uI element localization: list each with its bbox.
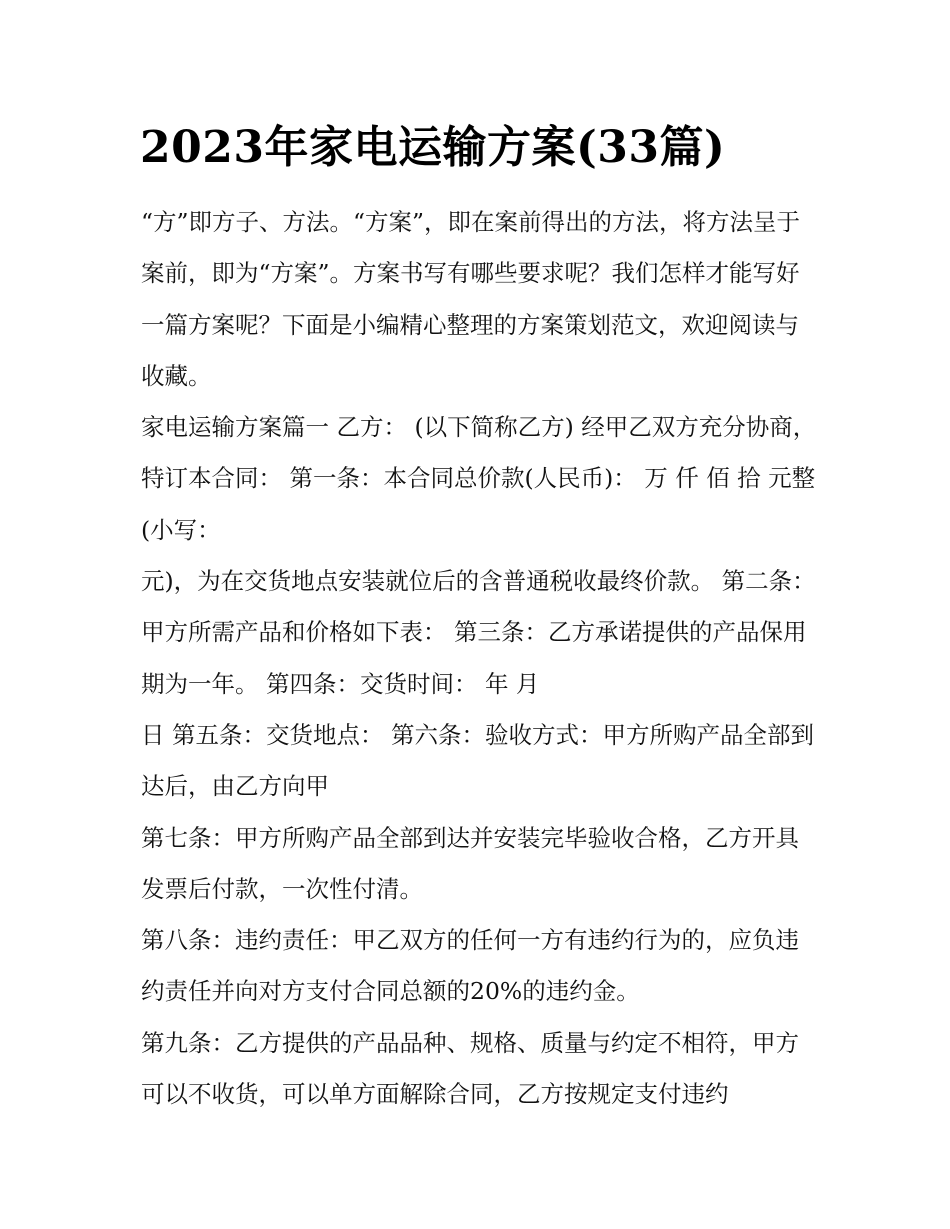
paragraph-article-7: 第七条：甲方所购产品全部到达并安装完毕验收合格，乙方开具发票后付款，一次性付清。 (141, 823, 799, 903)
document-body (141, 197, 821, 1120)
paragraph-intro: “方”即方子、方法。“方案”，即在案前得出的方法，将方法呈于案前，即为“方案”。方案书写有哪些要求呢？我们怎样才能写好一篇方案呢？下面是小编精心整理的方案策划范文，欢迎阅读与收藏。 (141, 208, 801, 390)
document-title: 2023年家电运输方案(33篇) (140, 122, 726, 173)
paragraph-articles-5-6: 日 第五条：交货地点： 第六条：验收方式：甲方所购产品全部到达后，由乙方向甲 (141, 720, 814, 801)
paragraph-articles-2-4: 元)，为在交货地点安装就位后的含普通税收最终价款。 第二条：甲方所需产品和价格如下表： 第三条：乙方承诺提供的产品保用期为一年。 第四条：交货时间： 年 月 (141, 567, 816, 698)
paragraph-article-8: 第八条：违约责任：甲乙双方的任何一方有违约行为的，应负违约责任并向对方支付合同总额的20%的违约金。 (141, 926, 799, 1006)
paragraph-article-9: 第九条：乙方提供的产品品种、规格、质量与约定不相符，甲方可以不收货，可以单方面解除合同，乙方按规定支付违约 (141, 1028, 799, 1109)
paragraph-contract-opening: 家电运输方案篇一 乙方： (以下简称乙方) 经甲乙双方充分协商，特订本合同： 第一条：本合同总价款(人民币)： 万 仟 佰 拾 元整(小写： (141, 413, 817, 544)
